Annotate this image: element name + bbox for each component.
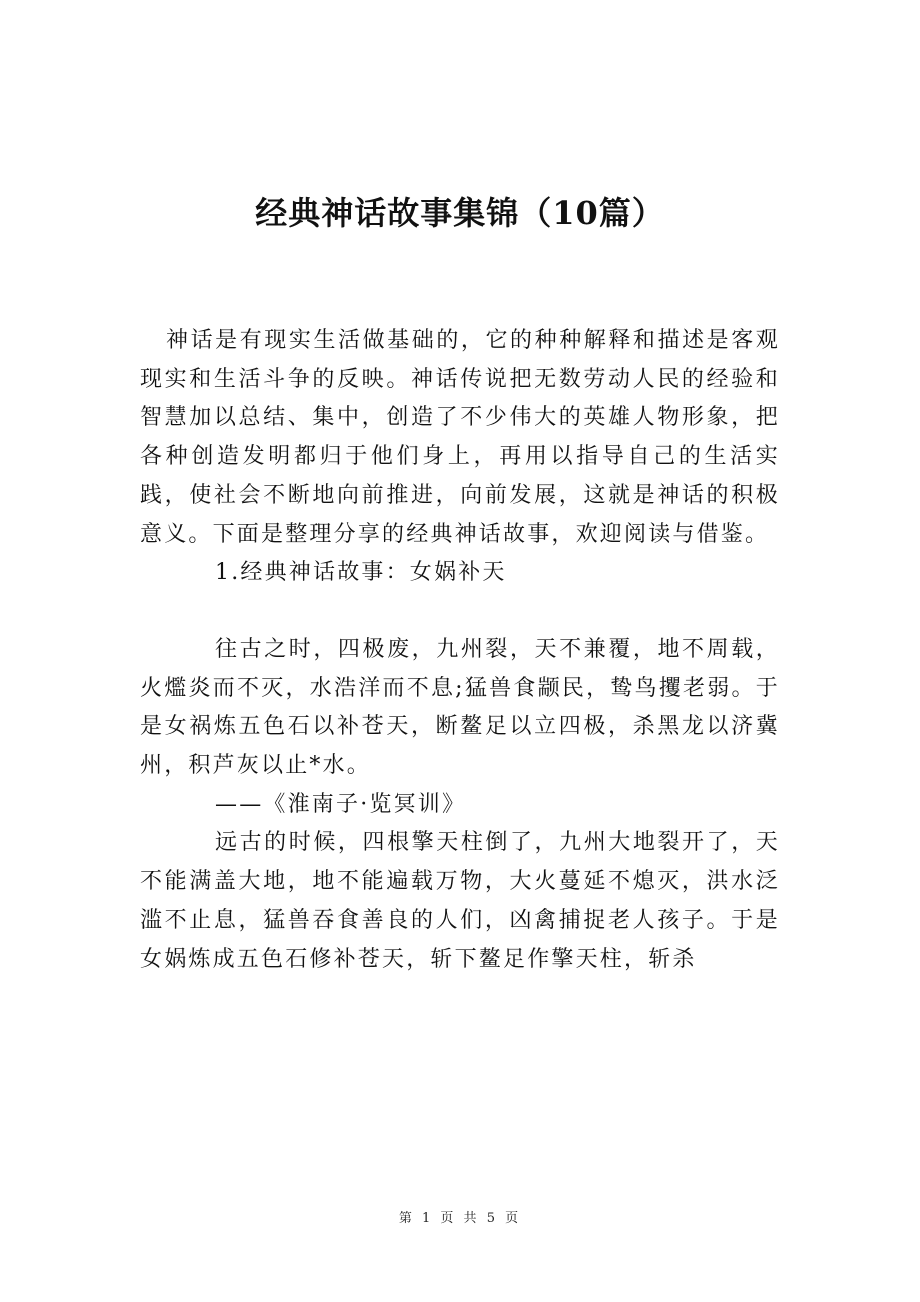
document-body xyxy=(140,322,780,979)
intro-paragraph: 神话是有现实生活做基础的，它的种种解释和描述是客观现实和生活斗争的反映。神话传说把无数劳动人民的经验和智慧加以总结、集中，创造了不少伟大的英雄人物形象，把各种创造发明都归于他们身上，再用以指导自己的生活实践，使社会不断地向前推进，向前发展，这就是神话的积极意义。下面是整理分享的经典神话故事，欢迎阅读与借鉴。 xyxy=(140,328,780,547)
page-footer: 第 1 页 共 5 页 xyxy=(398,1211,522,1226)
paragraph-gap xyxy=(140,593,780,631)
document-title: 经典神话故事集锦（10篇） xyxy=(255,194,665,232)
classical-text-paragraph: 往古之时，四极废，九州裂，天不兼覆，地不周载，火爁炎而不灭，水浩洋而不息;猛兽食颛民，鸷鸟攫老弱。于是女祸炼五色石以补苍天，断鳌足以立四极，杀黑龙以济冀州，积芦灰以止*水。 xyxy=(140,636,780,779)
source-citation: ——《淮南子·览冥训》 xyxy=(215,791,467,817)
section-heading: 1.经典神话故事：女娲补天 xyxy=(215,560,507,586)
translation-paragraph: 远古的时候，四根擎天柱倒了，九州大地裂开了，天不能满盖大地，地不能遍载万物，大火蔓延不熄灭，洪水泛滥不止息，猛兽吞食善良的人们，凶禽捕捉老人孩子。于是女娲炼成五色石修补苍天，斩下鳌足作擎天柱，斩杀 xyxy=(140,830,780,972)
